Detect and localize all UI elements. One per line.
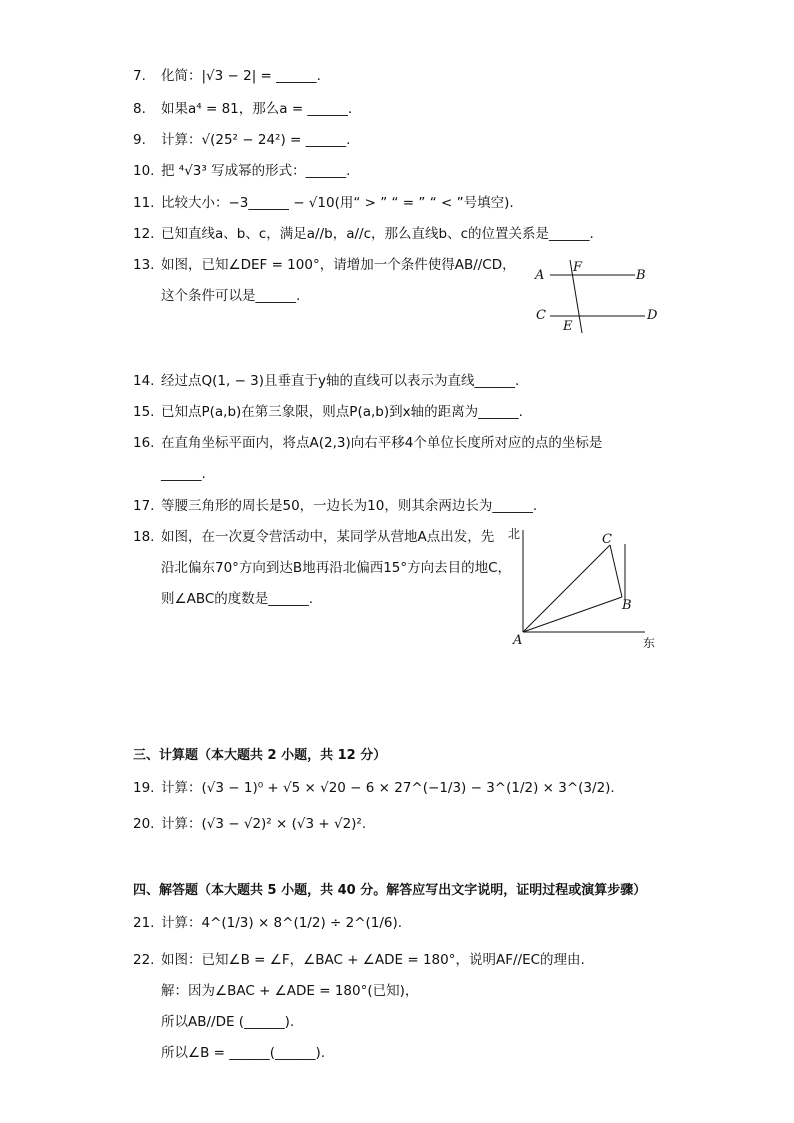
question-number: 12. bbox=[133, 226, 155, 242]
question-number: 18. bbox=[133, 529, 155, 545]
question-9 bbox=[133, 131, 653, 149]
label-a: A bbox=[535, 268, 545, 283]
question-number: 7. bbox=[133, 68, 146, 84]
section-heading-calc: 三、计算题（本大题共 2 小题，共 12 分） bbox=[133, 748, 387, 763]
figure-18-direction-diagram bbox=[505, 522, 665, 652]
label-a: A bbox=[513, 633, 523, 648]
section-heading-solve: 四、解答题（本大题共 5 小题，共 40 分。解答应写出文字说明，证明过程或演算步骤） bbox=[133, 883, 647, 898]
segment-ab bbox=[523, 597, 622, 632]
question-12 bbox=[133, 225, 653, 243]
question-19 bbox=[133, 779, 653, 797]
label-east: 东 bbox=[643, 636, 656, 650]
question-11 bbox=[133, 194, 653, 212]
question-14 bbox=[133, 372, 653, 390]
question-7 bbox=[133, 67, 653, 85]
question-18-line2: 沿北偏东70°方向到达B地再沿北偏西15°方向去目的地C， bbox=[161, 560, 512, 576]
question-text: 比较大小：−3______ − √10(用“ > ” “ = ” “ < ”号填空). bbox=[161, 195, 514, 211]
figure-13-parallel-lines bbox=[530, 255, 670, 335]
segment-bc bbox=[610, 545, 622, 597]
label-e: E bbox=[563, 319, 573, 334]
question-text: 如果a⁴ = 81，那么a = ______. bbox=[161, 101, 353, 117]
label-b: B bbox=[622, 598, 632, 613]
question-number: 14. bbox=[133, 373, 155, 389]
question-22-solution-line2: 所以AB//DE (______). bbox=[161, 1014, 295, 1030]
question-text: 如图，已知∠DEF = 100°，请增加一个条件使得AB//CD， bbox=[161, 257, 516, 273]
question-text: 计算：(√3 − √2)² × (√3 + √2)². bbox=[161, 816, 367, 832]
question-number: 9. bbox=[133, 132, 146, 148]
question-22 bbox=[133, 951, 653, 969]
question-22-solution-line3: 所以∠B = ______(______). bbox=[161, 1045, 326, 1061]
question-22-solution-line1: 解：因为∠BAC + ∠ADE = 180°(已知)， bbox=[161, 983, 419, 999]
question-18-line3: 则∠ABC的度数是______. bbox=[161, 591, 314, 607]
question-text: 等腰三角形的周长是50，一边长为10，则其余两边长为______. bbox=[161, 498, 538, 514]
question-text: 经过点Q(1, − 3)且垂直于y轴的直线可以表示为直线______. bbox=[161, 373, 520, 389]
question-13-line2: 这个条件可以是______. bbox=[161, 288, 301, 304]
label-b: B bbox=[636, 268, 646, 283]
question-21 bbox=[133, 914, 653, 932]
question-number: 19. bbox=[133, 780, 155, 796]
label-c: C bbox=[536, 308, 546, 323]
label-f: F bbox=[573, 260, 583, 275]
question-20 bbox=[133, 815, 653, 833]
question-number: 10. bbox=[133, 163, 155, 179]
question-16-line2: ______. bbox=[161, 466, 206, 482]
segment-ac bbox=[523, 545, 610, 632]
question-number: 13. bbox=[133, 257, 155, 273]
question-number: 20. bbox=[133, 816, 155, 832]
label-north: 北 bbox=[508, 527, 521, 541]
question-15 bbox=[133, 403, 653, 421]
question-16 bbox=[133, 434, 653, 452]
question-8 bbox=[133, 100, 653, 118]
question-text: 计算：(√3 − 1)⁰ + √5 × √20 − 6 × 27^(−1/3) − 3^(1/2) × 3^(3/2). bbox=[161, 780, 615, 796]
label-c: C bbox=[602, 532, 612, 547]
question-number: 16. bbox=[133, 435, 155, 451]
question-number: 11. bbox=[133, 195, 155, 211]
question-number: 15. bbox=[133, 404, 155, 420]
question-text: 已知直线a、b、c，满足a//b，a//c，那么直线b、c的位置关系是______. bbox=[161, 226, 594, 242]
question-text: 把 ⁴√3³ 写成幂的形式：______. bbox=[161, 163, 351, 179]
question-17 bbox=[133, 497, 653, 515]
question-number: 17. bbox=[133, 498, 155, 514]
question-10 bbox=[133, 162, 653, 180]
question-text: 化简：|√3 − 2| = ______. bbox=[161, 68, 321, 84]
question-number: 22. bbox=[133, 952, 155, 968]
label-d: D bbox=[647, 308, 658, 323]
question-text: 如图：已知∠B = ∠F，∠BAC + ∠ADE = 180°，说明AF//EC的理由. bbox=[161, 952, 585, 968]
question-text: 在直角坐标平面内，将点A(2,3)向右平移4个单位长度所对应的点的坐标是 bbox=[161, 435, 603, 451]
question-number: 21. bbox=[133, 915, 155, 931]
question-text: 计算：4^(1/3) × 8^(1/2) ÷ 2^(1/6). bbox=[161, 915, 403, 931]
question-text: 计算：√(25² − 24²) = ______. bbox=[161, 132, 351, 148]
question-number: 8. bbox=[133, 101, 146, 117]
question-text: 已知点P(a,b)在第三象限，则点P(a,b)到x轴的距离为______. bbox=[161, 404, 523, 420]
question-text: 如图，在一次夏令营活动中，某同学从营地A点出发，先 bbox=[161, 529, 495, 545]
